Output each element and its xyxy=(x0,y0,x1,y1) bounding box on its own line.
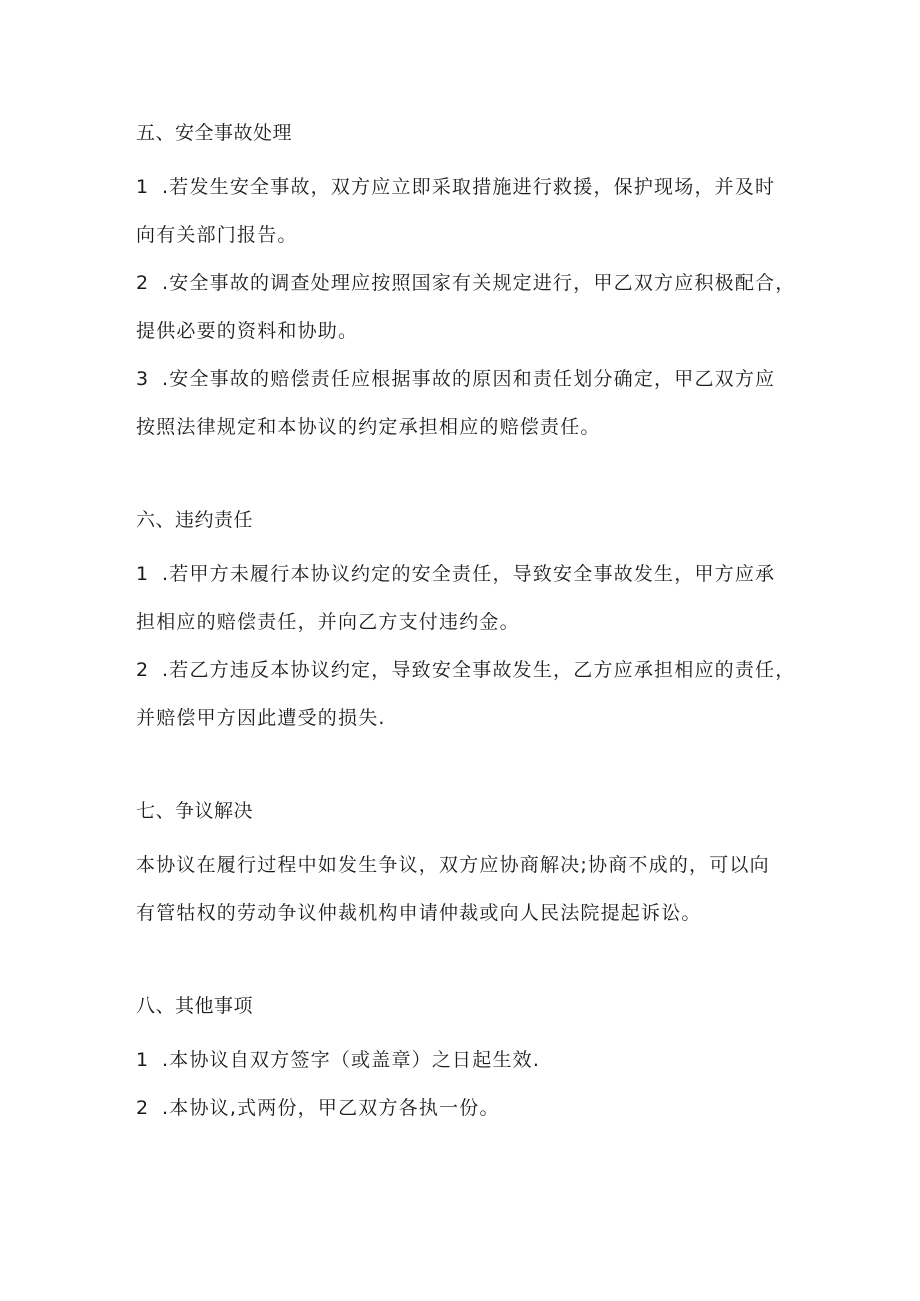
clause-item xyxy=(136,163,786,259)
clause-text: .若发生安全事故，双方应立即采取措施进行救援，保护现场，并及时 xyxy=(162,176,776,198)
clause-item xyxy=(136,841,786,937)
clause-item xyxy=(136,355,786,451)
clause-text: .安全事故的赔偿责任应根据事故的原因和责任划分确定，甲乙双方应 xyxy=(162,368,776,390)
clause-text: 提供必要的资料和协助。 xyxy=(136,320,359,342)
section-spacer xyxy=(136,451,786,505)
section-spacer xyxy=(136,937,786,991)
clause-text: 并赔偿甲方因此遭受的损失. xyxy=(136,707,386,729)
section-other-matters xyxy=(136,991,786,1132)
clause-number: 3 xyxy=(136,368,150,390)
clause-item xyxy=(136,1036,786,1084)
section-dispute-resolution xyxy=(136,796,786,937)
clause-number: 1 xyxy=(136,176,150,198)
clause-text: 按照法律规定和本协议的约定承担相应的赔偿责任。 xyxy=(136,416,601,438)
clause-number: 1 xyxy=(136,563,150,585)
section-heading: 八、其他事项 xyxy=(136,995,254,1017)
clause-item xyxy=(136,1084,786,1132)
document-body xyxy=(136,118,796,1132)
clause-text: .本协议自双方签字（或盖章）之日起生效. xyxy=(162,1049,541,1071)
clause-item xyxy=(136,259,796,355)
clause-item xyxy=(136,550,786,646)
clause-number: 1 xyxy=(136,1049,150,1071)
clause-number: 2 xyxy=(136,272,150,294)
section-heading: 七、争议解决 xyxy=(136,800,254,822)
clause-text: .若乙方违反本协议约定，导致安全事故发生，乙方应承担相应的责任， xyxy=(162,659,796,681)
section-accident-handling xyxy=(136,118,796,451)
section-heading: 五、安全事故处理 xyxy=(136,122,293,144)
section-spacer xyxy=(136,742,786,796)
clause-text: 向有关部门报告。 xyxy=(136,224,298,246)
section-breach-liability xyxy=(136,505,796,742)
clause-text: .若甲方未履行本协议约定的安全责任，导致安全事故发生，甲方应承 xyxy=(162,563,776,585)
clause-text: .安全事故的调查处理应按照国家有关规定进行，甲乙双方应积极配合， xyxy=(162,272,796,294)
clause-item xyxy=(136,646,796,742)
clause-text: 有管牯权的劳动争议仲裁机构申请仲裁或向人民法院提起诉讼。 xyxy=(136,902,702,924)
clause-text: .本协议,式两份，甲乙双方各执一份。 xyxy=(162,1097,500,1119)
section-heading: 六、违约责任 xyxy=(136,509,254,531)
clause-text: 担相应的赔偿责任，并向乙方支付违约金。 xyxy=(136,611,520,633)
clause-number: 2 xyxy=(136,1097,150,1119)
clause-number: 2 xyxy=(136,659,150,681)
clause-text: 本协议在履行过程中如发生争议，双方应协商解决;协商不成的，可以向 xyxy=(136,854,770,876)
